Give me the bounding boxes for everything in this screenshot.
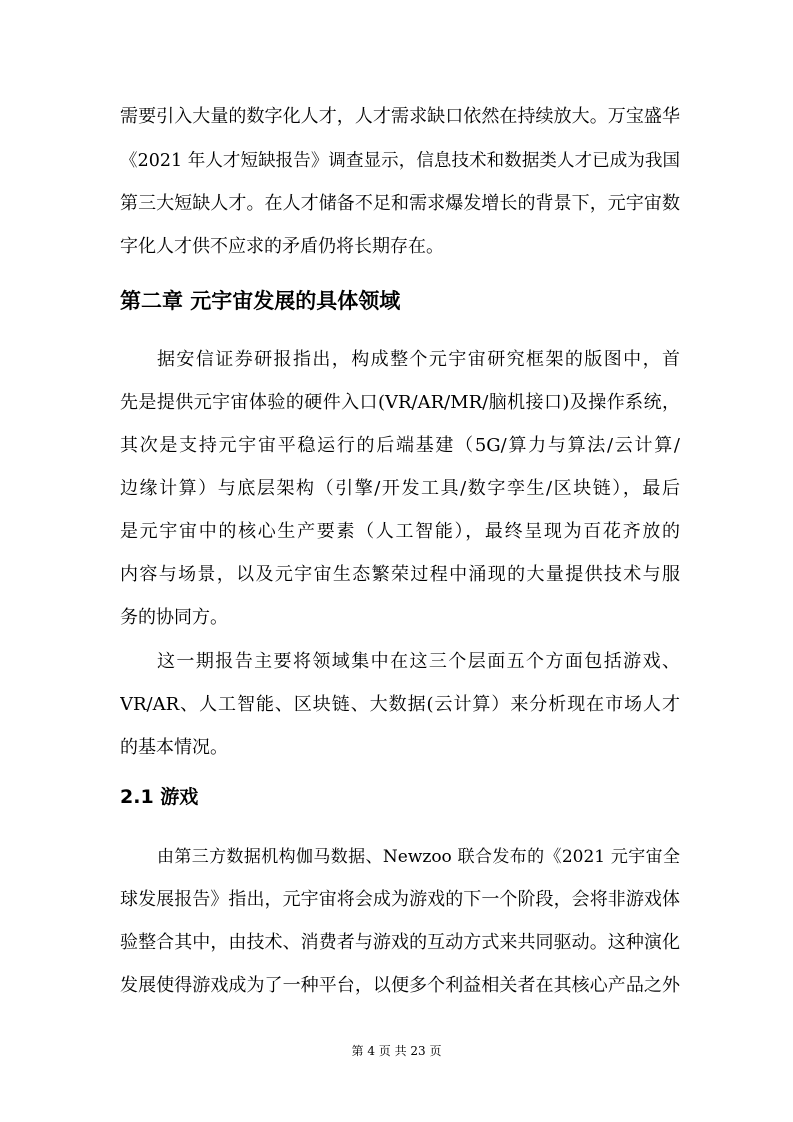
text-line: 是元宇宙中的核心生产要素（人工智能），最终呈现为百花齐放的: [120, 521, 680, 542]
text-line: 内容与场景，以及元宇宙生态繁荣过程中涌现的大量提供技术与服: [120, 564, 680, 585]
text-line: 据安信证券研报指出，构成整个元宇宙研究框架的版图中，首: [157, 349, 680, 370]
text-line: 球发展报告》指出，元宇宙将会成为游戏的下一个阶段，会将非游戏体: [120, 889, 680, 910]
chapter-heading: 第二章 元宇宙发展的具体领域: [120, 289, 401, 313]
text-line: 发展使得游戏成为了一种平台，以便多个利益相关者在其核心产品之外: [120, 975, 680, 996]
text-line: 第三大短缺人才。在人才储备不足和需求爆发增长的背景下，元宇宙数: [120, 193, 680, 214]
text-line: 先是提供元宇宙体验的硬件入口(VR/AR/MR/脑机接口)及操作系统，: [120, 392, 680, 413]
text-line: 《2021 年人才短缺报告》调查显示，信息技术和数据类人才已成为我国: [120, 151, 680, 171]
text-line: 验整合其中，由技术、消费者与游戏的互动方式来共同驱动。这种演化: [120, 932, 680, 953]
page-number-footer: 第 4 页 共 23 页: [351, 1044, 442, 1058]
text-line: 这一期报告主要将领域集中在这三个层面五个方面包括游戏、: [157, 651, 680, 672]
text-line: 需要引入大量的数字化人才，人才需求缺口依然在持续放大。万宝盛华: [120, 106, 680, 127]
text-line: 由第三方数据机构伽马数据、Newzoo 联合发布的《2021 元宇宙全: [157, 847, 680, 867]
text-line: 的基本情况。: [120, 737, 228, 758]
text-line: VR/AR、人工智能、区块链、大数据(云计算）来分析现在市场人才: [120, 694, 680, 715]
text-line: 其次是支持元宇宙平稳运行的后端基建（5G/算力与算法/云计算/: [120, 435, 680, 456]
text-line: 字化人才供不应求的矛盾仍将长期存在。: [120, 236, 444, 257]
text-line: 边缘计算）与底层架构（引擎/开发工具/数字孪生/区块链），最后: [120, 478, 680, 499]
text-line: 务的协同方。: [120, 607, 228, 628]
section-heading: 2.1 游戏: [120, 786, 199, 808]
